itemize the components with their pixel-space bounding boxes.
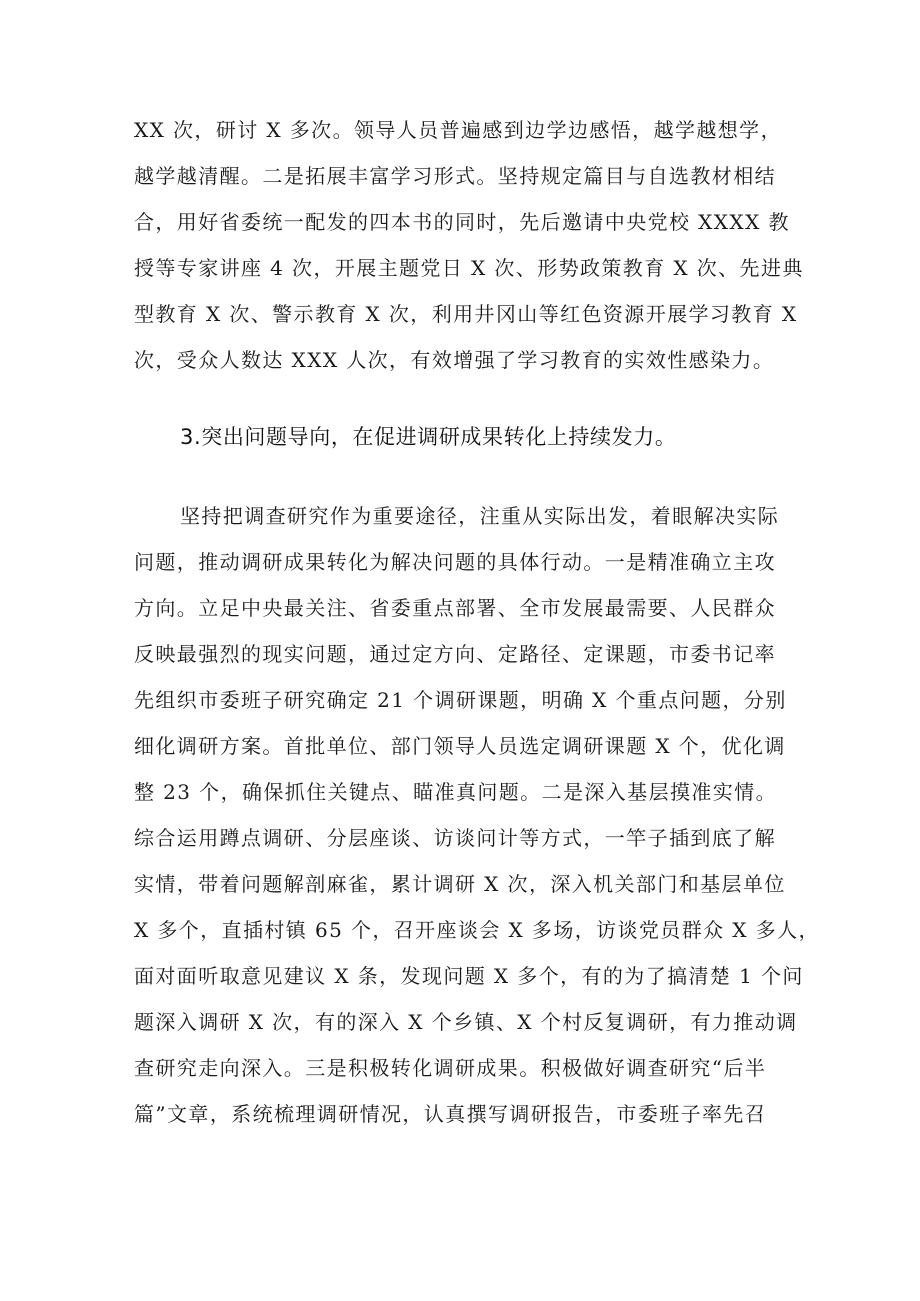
paragraph-line: 先组织市委班子研究确定 21 个调研课题，明确 X 个重点问题，分别: [134, 688, 787, 712]
paragraph-line: 实情，带着问题解剖麻雀，累计调研 X 次，深入机关部门和基层单位: [134, 872, 786, 896]
paragraph-line: 问题，推动调研成果转化为解决问题的具体行动。一是精准确立主攻: [134, 550, 776, 574]
paragraph-line: 综合运用蹲点调研、分层座谈、访谈问计等方式，一竿子插到底了解: [134, 826, 776, 850]
paragraph-line: 授等专家讲座 4 次，开展主题党日 X 次、形势政策教育 X 次、先进典: [134, 256, 804, 280]
paragraph-line: 面对面听取意见建议 X 条，发现问题 X 多个，有的为了搞清楚 1 个问: [134, 964, 804, 988]
section-heading: 3.突出问题导向，在促进调研成果转化上持续发力。: [180, 425, 677, 449]
paragraph-line: 合，用好省委统一配发的四本书的同时，先后邀请中央党校 XXXX 教: [134, 210, 790, 234]
paragraph-line: 型教育 X 次、警示教育 X 次，利用井冈山等红色资源开展学习教育 X: [134, 302, 798, 326]
paragraph-line: XX 次，研讨 X 多次。领导人员普遍感到边学边感悟，越学越想学，: [134, 118, 782, 142]
paragraph-line: 题深入调研 X 次，有的深入 X 个乡镇、X 个村反复调研，有力推动调: [134, 1010, 798, 1034]
paragraph-line: X 多个，直插村镇 65 个，召开座谈会 X 多场，访谈党员群众 X 多人，: [134, 918, 820, 942]
paragraph-line: 次，受众人数达 XXX 人次，有效增强了学习教育的实效性感染力。: [134, 348, 775, 372]
paragraph-line: 整 23 个，确保抓住关键点、瞄准真问题。二是深入基层摸准实情。: [134, 780, 777, 804]
paragraph-line: 细化调研方案。首批单位、部门领导人员选定调研课题 X 个，优化调: [134, 734, 786, 758]
paragraph-line: 查研究走向深入。三是积极转化调研成果。积极做好调查研究“后半: [134, 1056, 767, 1080]
paragraph-line: 篇”文章，系统梳理调研情况，认真撰写调研报告，市委班子率先召: [134, 1102, 767, 1126]
paragraph-line: 方向。立足中央最关注、省委重点部署、全市发展最需要、人民群众: [134, 596, 776, 620]
paragraph-line: 反映最强烈的现实问题，通过定方向、定路径、定课题，市委书记率: [134, 642, 776, 666]
paragraph-line: 越学越清醒。二是拓展丰富学习形式。坚持规定篇目与自选教材相结: [134, 164, 776, 188]
paragraph-line-indented: 坚持把调查研究作为重要途径，注重从实际出发，着眼解决实际: [180, 504, 780, 528]
